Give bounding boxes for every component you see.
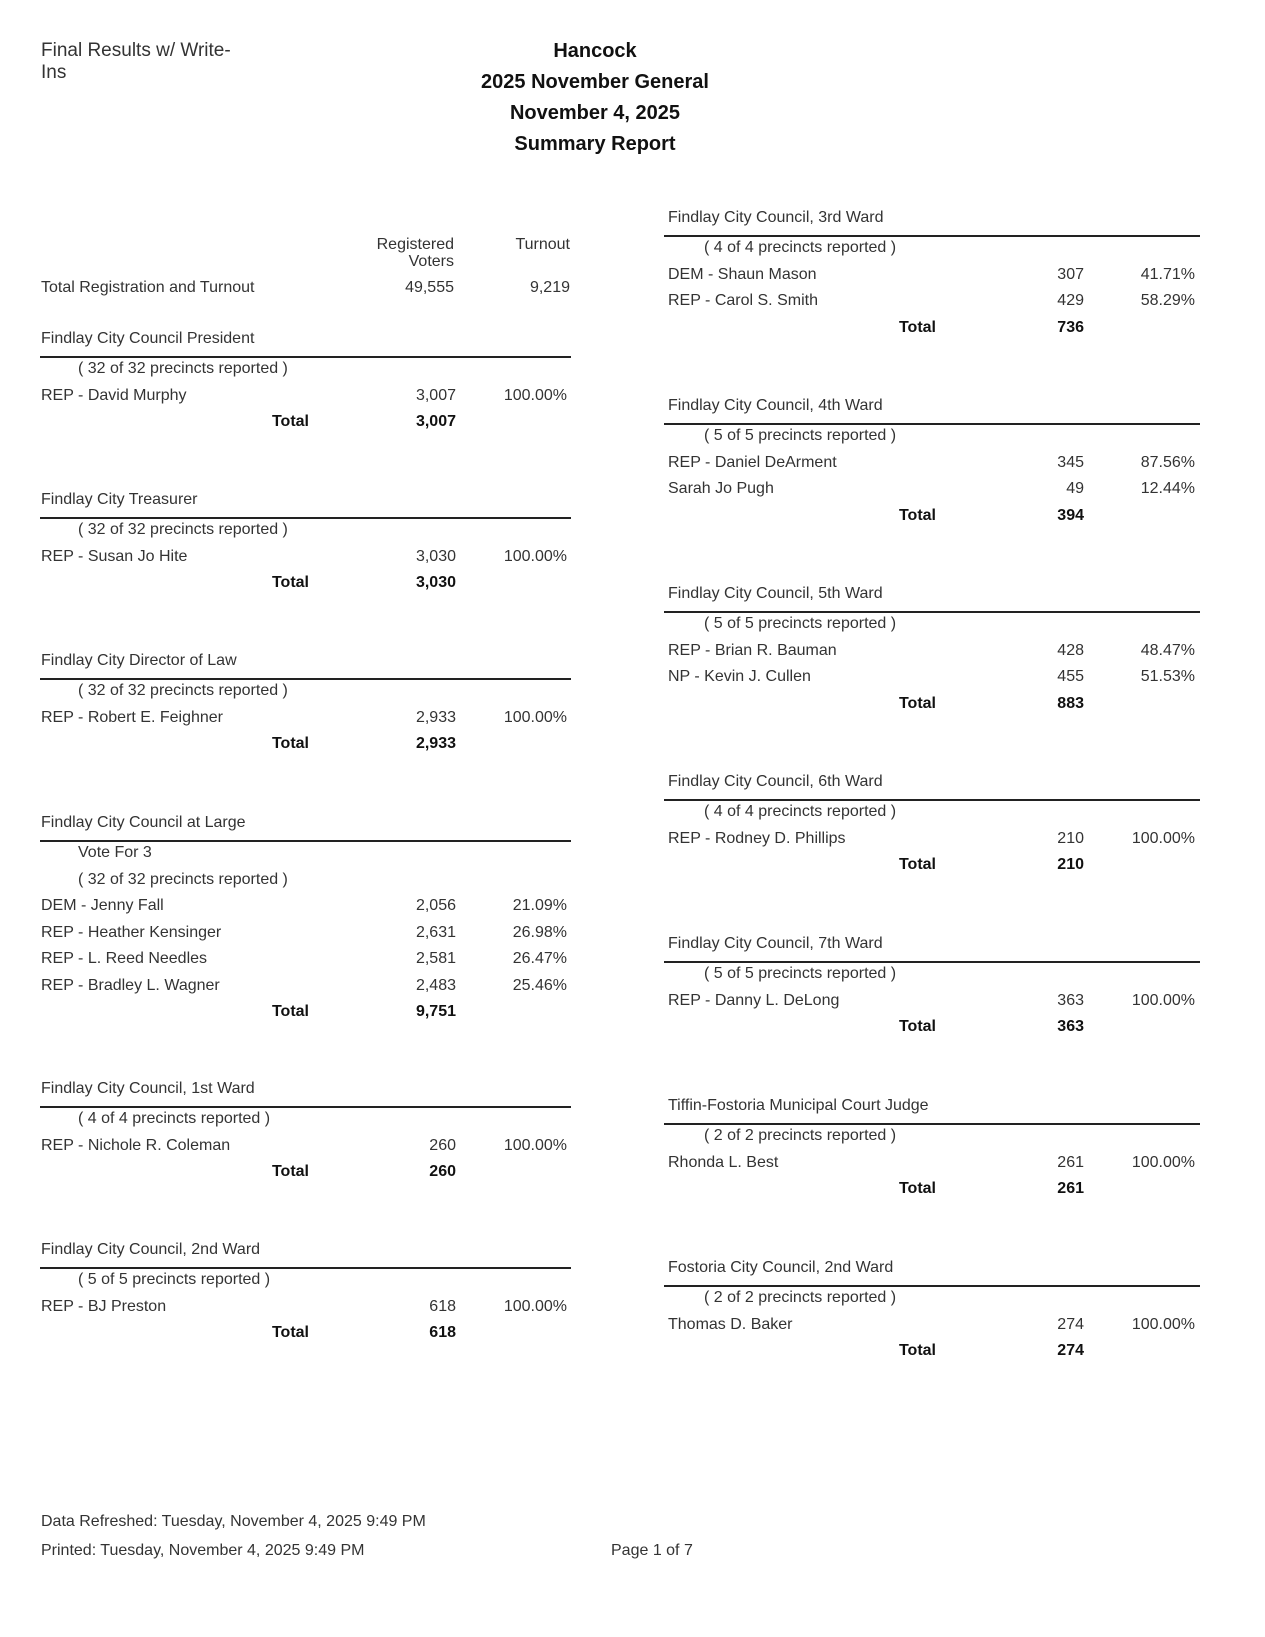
race-divider: [664, 961, 1200, 963]
candidate-votes: 261: [1057, 1153, 1084, 1171]
registered-voters-header: [340, 236, 454, 270]
registration-label: Total Registration and Turnout: [41, 279, 255, 296]
candidate-percent: 100.00%: [1131, 829, 1195, 847]
printed-date: Printed: Tuesday, November 4, 2025 9:49 PM: [41, 1542, 365, 1559]
race-title: Findlay City Council, 3rd Ward: [668, 209, 884, 226]
candidate-votes: 428: [1057, 641, 1084, 659]
precincts-reported: ( 32 of 32 precincts reported ): [78, 682, 288, 699]
total-votes: 394: [1057, 506, 1084, 524]
race-divider: [664, 423, 1200, 425]
candidate-name: REP - L. Reed Needles: [41, 950, 208, 967]
candidate-percent: 21.09%: [512, 897, 567, 914]
candidate-name: DEM - Shaun Mason: [668, 265, 817, 283]
candidate-votes: 274: [1057, 1315, 1084, 1333]
candidate-percent: 100.00%: [503, 708, 567, 726]
registered-header-line2: Voters: [408, 253, 454, 270]
total-label: Total: [271, 735, 309, 752]
race-title: Findlay City Treasurer: [41, 491, 198, 508]
total-votes: 618: [429, 1324, 456, 1341]
turnout-header: Turnout: [515, 236, 570, 253]
precincts-reported: ( 32 of 32 precincts reported ): [78, 521, 288, 538]
candidate-votes: 49: [1066, 480, 1084, 497]
total-label: Total: [898, 856, 936, 873]
candidate-percent: 100.00%: [503, 547, 567, 565]
race-title: Findlay City Council, 5th Ward: [668, 585, 883, 602]
candidate-votes: 307: [1057, 265, 1084, 283]
candidate-name: Rhonda L. Best: [668, 1153, 779, 1171]
candidate-percent: 100.00%: [503, 386, 567, 404]
candidate-percent: 100.00%: [503, 1297, 567, 1315]
registered-value: 49,555: [405, 279, 454, 296]
race-title: Findlay City Council, 6th Ward: [668, 773, 883, 790]
candidate-percent: 48.47%: [1140, 641, 1195, 659]
candidate-name: REP - David Murphy: [41, 386, 187, 404]
total-label: Total: [898, 1018, 936, 1035]
candidate-votes: 618: [429, 1297, 456, 1315]
candidate-percent: 26.98%: [512, 923, 567, 941]
total-votes: 736: [1057, 318, 1084, 336]
precincts-reported: ( 2 of 2 precincts reported ): [704, 1289, 897, 1306]
total-label: Total: [271, 1324, 309, 1341]
candidate-percent: 51.53%: [1140, 668, 1195, 685]
total-label: Total: [898, 694, 936, 712]
candidate-name: Sarah Jo Pugh: [668, 480, 774, 497]
candidate-votes: 2,581: [415, 950, 456, 967]
registered-header-line1: Registered: [376, 236, 454, 253]
candidate-votes: 345: [1057, 453, 1084, 471]
turnout-value: 9,219: [529, 279, 570, 296]
precincts-reported: ( 4 of 4 precincts reported ): [704, 803, 897, 820]
candidate-votes: 455: [1057, 668, 1084, 685]
race-title: Tiffin-Fostoria Municipal Court Judge: [668, 1097, 929, 1114]
race-title: Findlay City Council, 7th Ward: [668, 935, 883, 952]
race-divider: [40, 678, 571, 680]
report-status-line1: Final Results w/ Write-: [41, 40, 231, 61]
total-label: Total: [898, 1180, 936, 1197]
candidate-name: REP - Daniel DeArment: [668, 453, 837, 471]
precincts-reported: ( 4 of 4 precincts reported ): [78, 1110, 271, 1127]
race-divider: [40, 1267, 571, 1269]
candidate-name: REP - Danny L. DeLong: [668, 991, 840, 1009]
candidate-votes: 363: [1057, 991, 1084, 1009]
race-divider: [664, 1285, 1200, 1287]
race-divider: [40, 1106, 571, 1108]
candidate-votes: 260: [429, 1136, 456, 1154]
election-title: 2025 November General: [481, 71, 709, 93]
candidate-name: REP - Heather Kensinger: [41, 923, 222, 941]
candidate-votes: 429: [1057, 292, 1084, 309]
election-date: November 4, 2025: [509, 102, 681, 124]
candidate-percent: 100.00%: [1131, 1315, 1195, 1333]
total-label: Total: [271, 413, 309, 430]
page-number: Page 1 of 7: [611, 1542, 693, 1559]
report-title: Summary Report: [514, 133, 676, 155]
total-votes: 363: [1057, 1018, 1084, 1035]
race-title: Fostoria City Council, 2nd Ward: [668, 1259, 894, 1276]
total-label: Total: [271, 1003, 309, 1020]
candidate-percent: 26.47%: [512, 950, 567, 967]
total-votes: 2,933: [415, 735, 456, 752]
race-divider: [664, 235, 1200, 237]
candidate-percent: 100.00%: [1131, 991, 1195, 1009]
total-label: Total: [271, 574, 309, 591]
candidate-name: REP - Robert E. Feighner: [41, 708, 224, 726]
candidate-name: DEM - Jenny Fall: [41, 897, 164, 914]
report-status: [41, 40, 261, 84]
race-divider: [40, 517, 571, 519]
race-divider: [664, 611, 1200, 613]
precincts-reported: ( 5 of 5 precincts reported ): [704, 965, 897, 982]
candidate-name: REP - Bradley L. Wagner: [41, 976, 220, 994]
candidate-percent: 58.29%: [1140, 292, 1195, 309]
county-title: Hancock: [553, 40, 637, 62]
candidate-percent: 100.00%: [1131, 1153, 1195, 1171]
candidate-votes: 2,056: [415, 897, 456, 914]
candidate-votes: 3,030: [415, 547, 456, 565]
precincts-reported: ( 4 of 4 precincts reported ): [704, 239, 897, 256]
candidate-name: NP - Kevin J. Cullen: [668, 668, 811, 685]
precincts-reported: ( 32 of 32 precincts reported ): [78, 360, 288, 377]
total-label: Total: [898, 1342, 936, 1359]
candidate-name: REP - Brian R. Bauman: [668, 641, 837, 659]
race-title: Findlay City Council President: [41, 330, 255, 347]
race-title: Findlay City Council at Large: [41, 814, 246, 831]
total-votes: 883: [1057, 694, 1084, 712]
precincts-reported: ( 32 of 32 precincts reported ): [78, 870, 288, 888]
candidate-name: REP - BJ Preston: [41, 1297, 167, 1315]
candidate-percent: 12.44%: [1140, 480, 1195, 497]
candidate-votes: 3,007: [415, 386, 456, 404]
data-refreshed: Data Refreshed: Tuesday, November 4, 2025 9:49 PM: [41, 1513, 426, 1530]
candidate-percent: 25.46%: [512, 976, 567, 994]
race-title: Findlay City Council, 2nd Ward: [41, 1241, 261, 1258]
total-votes: 260: [429, 1163, 456, 1180]
precincts-reported: ( 5 of 5 precincts reported ): [704, 615, 897, 632]
precincts-reported: ( 5 of 5 precincts reported ): [78, 1271, 271, 1288]
precincts-reported: ( 2 of 2 precincts reported ): [704, 1127, 897, 1144]
candidate-name: Thomas D. Baker: [668, 1315, 793, 1333]
race-title: Findlay City Council, 4th Ward: [668, 397, 883, 414]
candidate-votes: 2,483: [415, 976, 456, 994]
candidate-name: REP - Carol S. Smith: [668, 292, 818, 309]
total-label: Total: [898, 506, 936, 524]
race-title: Findlay City Director of Law: [41, 652, 237, 669]
precincts-reported: ( 5 of 5 precincts reported ): [704, 427, 897, 444]
report-status-line2: Ins: [41, 62, 67, 83]
race-divider: [40, 356, 571, 358]
total-label: Total: [271, 1163, 309, 1180]
candidate-name: REP - Nichole R. Coleman: [41, 1136, 231, 1154]
candidate-percent: 87.56%: [1140, 453, 1195, 471]
candidate-votes: 2,933: [415, 708, 456, 726]
candidate-percent: 41.71%: [1140, 265, 1195, 283]
candidate-percent: 100.00%: [503, 1136, 567, 1154]
total-label: Total: [898, 318, 936, 336]
vote-for-note: Vote For 3: [78, 844, 152, 861]
race-title: Findlay City Council, 1st Ward: [41, 1080, 255, 1097]
candidate-name: REP - Rodney D. Phillips: [668, 829, 846, 847]
total-votes: 274: [1057, 1342, 1084, 1359]
total-votes: 3,007: [415, 413, 456, 430]
candidate-votes: 2,631: [415, 923, 456, 941]
total-votes: 9,751: [415, 1003, 456, 1020]
candidate-name: REP - Susan Jo Hite: [41, 547, 188, 565]
total-votes: 3,030: [415, 574, 456, 591]
race-divider: [664, 1123, 1200, 1125]
candidate-votes: 210: [1057, 829, 1084, 847]
race-divider: [664, 799, 1200, 801]
total-votes: 210: [1057, 856, 1084, 873]
race-divider: [40, 840, 571, 842]
total-votes: 261: [1057, 1180, 1084, 1197]
